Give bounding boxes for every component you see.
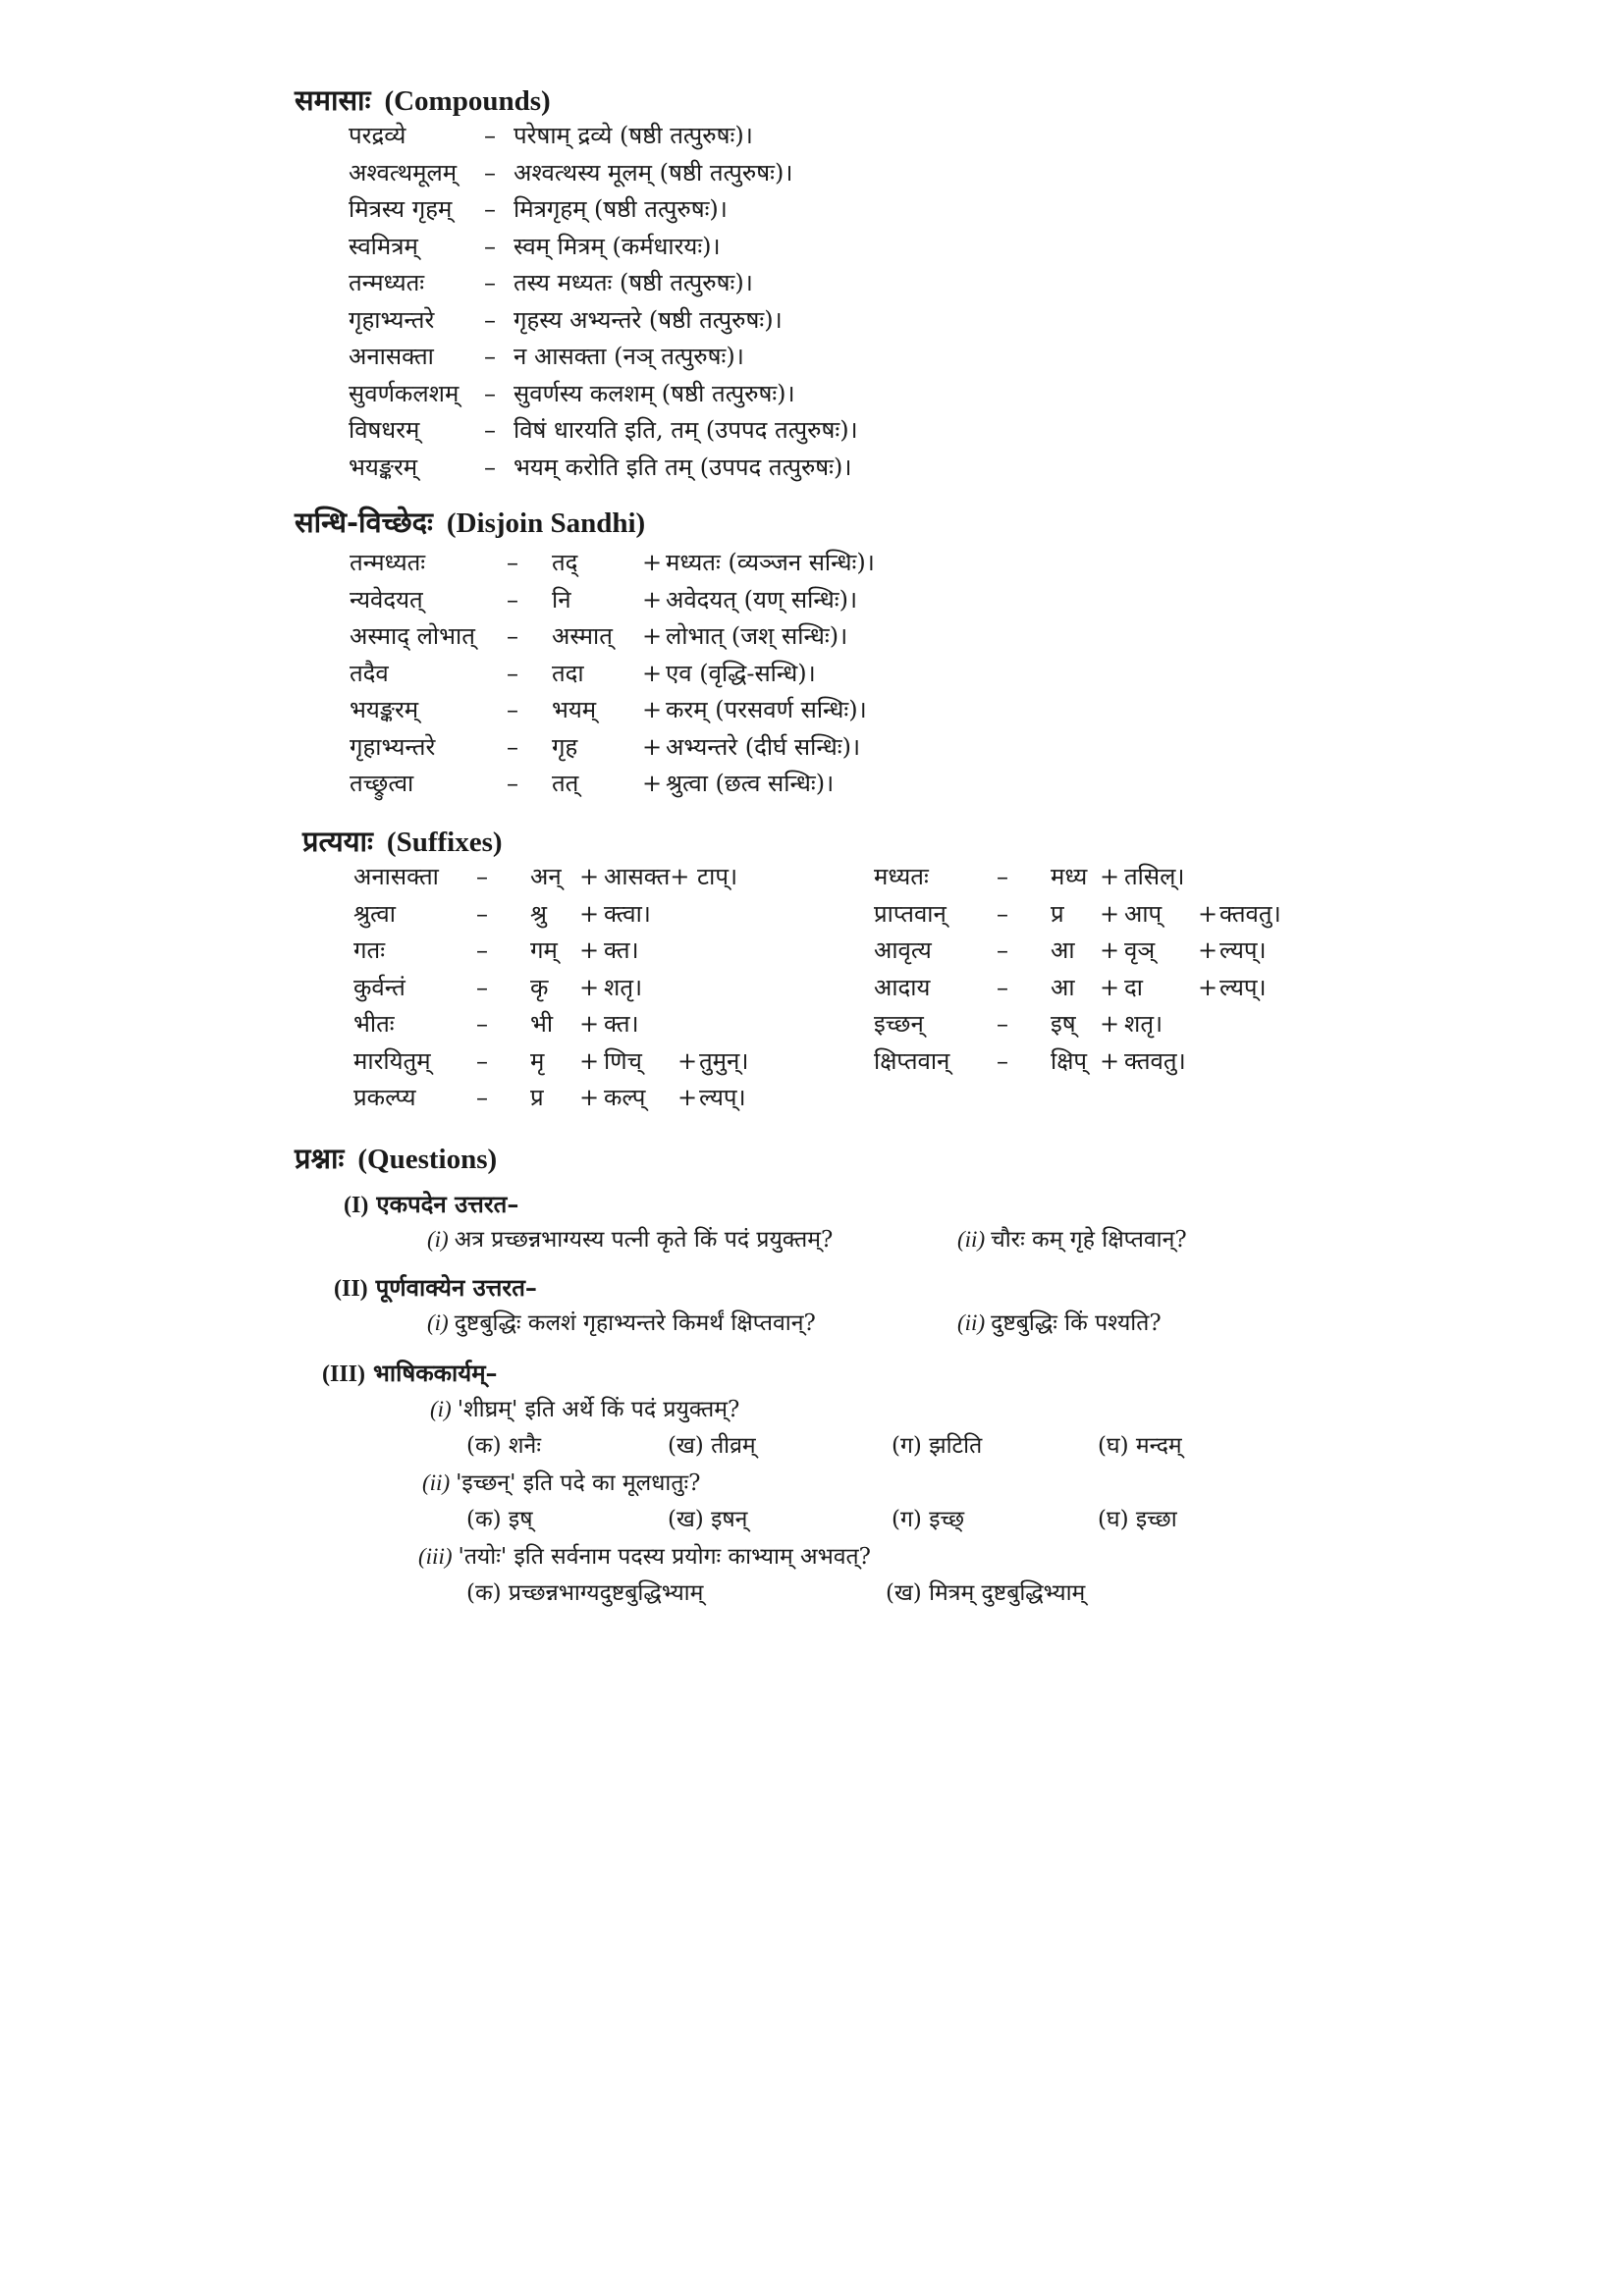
plus: + bbox=[1100, 973, 1120, 1001]
plus: + bbox=[677, 1046, 698, 1075]
plus: + bbox=[677, 1084, 698, 1111]
question-mark: (i) bbox=[430, 1397, 452, 1421]
suffixes-heading bbox=[302, 822, 503, 860]
suffix-part: शतृ। bbox=[1124, 1010, 1163, 1038]
sandhi-part-2: अवेदयत् (यण् सन्धिः)। bbox=[666, 585, 858, 614]
dash: – bbox=[484, 305, 496, 334]
suffix-root: आ bbox=[1051, 973, 1075, 1001]
question-set-2-heading bbox=[334, 1271, 537, 1304]
plus: + bbox=[579, 1046, 600, 1075]
compound-term: स्वमित्रम् bbox=[349, 232, 418, 260]
plus: + bbox=[1100, 936, 1120, 964]
questions-heading bbox=[295, 1139, 497, 1177]
suffix-term: क्षिप्तवान् bbox=[874, 1046, 950, 1075]
option-3-1-a: (क) शनैः bbox=[466, 1433, 541, 1459]
option-3-3-a: (क) प्रच्छन्नभाग्यदुष्टबुद्धिभ्याम् bbox=[466, 1580, 704, 1606]
suffix-term: अनासक्ता bbox=[353, 863, 439, 890]
suffix-root: मृ bbox=[530, 1046, 545, 1075]
suffix-term: प्राप्तवान् bbox=[874, 899, 947, 928]
option-3-2-b: (ख) इषन् bbox=[668, 1507, 748, 1532]
question-mark: (ii) bbox=[957, 1310, 986, 1335]
dash: – bbox=[476, 863, 488, 890]
suffix-part: आप् bbox=[1124, 899, 1163, 928]
sandhi-term: भयङ्करम् bbox=[350, 696, 419, 723]
question-2-2 bbox=[957, 1306, 1162, 1337]
plus: + bbox=[579, 973, 600, 1001]
question-set-3-title: भाषिककार्यम्– bbox=[373, 1359, 498, 1387]
plus: + bbox=[642, 622, 663, 650]
compounds-heading-en: (Compounds) bbox=[384, 85, 551, 117]
question-text: अत्र प्रच्छन्नभाग्यस्य पत्नी कृते किं पदं प्रयुक्तम्? bbox=[454, 1227, 834, 1253]
question-text: चौरः कम् गृहे क्षिप्तवान्? bbox=[991, 1227, 1187, 1253]
question-mark: (i) bbox=[427, 1310, 449, 1335]
sandhi-part-2: करम् (परसवर्ण सन्धिः)। bbox=[666, 696, 867, 723]
suffix-root: प्र bbox=[530, 1084, 544, 1111]
suffix-part-2: तुमुन्। bbox=[699, 1046, 749, 1075]
question-mark: (iii) bbox=[418, 1544, 453, 1569]
option-3-2-c: (ग) इच्छ् bbox=[892, 1507, 965, 1532]
suffix-term: भीतः bbox=[353, 1010, 395, 1038]
dash: – bbox=[997, 1046, 1008, 1075]
sandhi-term: तच्छ्रुत्वा bbox=[350, 770, 414, 797]
sandhi-part-2: अभ्यन्तरे (दीर्घ सन्धिः)। bbox=[666, 732, 861, 761]
plus: + bbox=[1100, 1010, 1120, 1038]
sandhi-part-2: एव (वृद्धि-सन्धि)। bbox=[666, 659, 816, 687]
suffix-part: आसक्त+ टाप्। bbox=[604, 863, 738, 890]
suffix-part: दा bbox=[1124, 973, 1143, 1001]
plus: + bbox=[642, 732, 663, 761]
dash: – bbox=[484, 379, 496, 407]
compound-term: अनासक्ता bbox=[349, 343, 434, 370]
suffix-part-2: क्तवतु। bbox=[1219, 899, 1281, 928]
dash: – bbox=[507, 585, 518, 614]
sandhi-term: गृहाभ्यन्तरे bbox=[350, 732, 436, 761]
option-3-3-b: (ख) मित्रम् दुष्टबुद्धिभ्याम् bbox=[886, 1580, 1086, 1606]
suffix-root: भी bbox=[530, 1010, 554, 1038]
compound-term: भयङ्करम् bbox=[349, 453, 418, 481]
dash: – bbox=[484, 269, 496, 296]
plus: + bbox=[642, 549, 663, 576]
question-text: दुष्टबुद्धिः किं पश्यति? bbox=[991, 1310, 1162, 1336]
plus: + bbox=[579, 1084, 600, 1111]
compound-term: अश्वत्थमूलम् bbox=[349, 158, 458, 187]
suffix-part: वृञ् bbox=[1124, 936, 1156, 964]
question-text: दुष्टबुद्धिः कलशं गृहाभ्यन्तरे किमर्थं क्षिप्तवान्? bbox=[454, 1310, 816, 1336]
question-text: 'इच्छन्' इति पदे का मूलधातुः? bbox=[456, 1470, 701, 1496]
plus: + bbox=[579, 899, 600, 928]
plus: + bbox=[1198, 936, 1218, 964]
compound-term: विषधरम् bbox=[349, 416, 420, 444]
plus: + bbox=[642, 585, 663, 614]
dash: – bbox=[476, 973, 488, 1001]
question-mark: (ii) bbox=[422, 1470, 451, 1495]
suffix-root: इष् bbox=[1051, 1010, 1076, 1038]
suffix-part-2: ल्यप्। bbox=[1219, 936, 1267, 964]
suffix-part: शतृ। bbox=[604, 973, 643, 1001]
question-3-2 bbox=[422, 1466, 700, 1497]
sandhi-part-2: मध्यतः (व्यञ्जन सन्धिः)। bbox=[666, 549, 875, 576]
dash: – bbox=[476, 1046, 488, 1075]
suffix-root: क्षिप् bbox=[1051, 1046, 1088, 1075]
plus: + bbox=[642, 696, 663, 723]
option-3-1-d: (घ) मन्दम् bbox=[1098, 1433, 1182, 1459]
dash: – bbox=[476, 1084, 488, 1111]
suffix-term: आदाय bbox=[874, 973, 931, 1001]
sandhi-term: तदैव bbox=[350, 659, 389, 687]
compound-term: सुवर्णकलशम् bbox=[349, 379, 460, 407]
question-2-1 bbox=[427, 1306, 816, 1337]
compound-explanation: परेषाम् द्रव्ये (षष्ठी तत्पुरुषः)। bbox=[514, 122, 753, 149]
question-set-2-title: पूर्णवाक्येन उत्तरत– bbox=[375, 1273, 537, 1302]
dash: – bbox=[997, 936, 1008, 964]
compound-term: गृहाभ्यन्तरे bbox=[349, 305, 435, 334]
compound-explanation: भयम् करोति इति तम् (उपपद तत्पुरुषः)। bbox=[514, 453, 852, 481]
suffix-part: क्त। bbox=[604, 1010, 639, 1038]
option-3-1-b: (ख) तीव्रम् bbox=[668, 1433, 756, 1459]
suffix-part: णिच् bbox=[604, 1046, 642, 1075]
suffix-root: गम् bbox=[530, 936, 558, 964]
suffix-part: क्त्वा। bbox=[604, 899, 651, 928]
dash: – bbox=[507, 659, 518, 687]
question-set-3-number: (III) bbox=[322, 1362, 366, 1387]
dash: – bbox=[476, 899, 488, 928]
sandhi-heading-en: (Disjoin Sandhi) bbox=[446, 507, 646, 539]
sandhi-part-1: तद् bbox=[552, 549, 578, 576]
question-3-1 bbox=[430, 1392, 739, 1423]
sandhi-part-2: श्रुत्वा (छत्व सन्धिः)। bbox=[666, 770, 835, 797]
compound-term: परद्रव्ये bbox=[349, 122, 406, 149]
suffix-term: आवृत्य bbox=[874, 936, 932, 964]
question-1-1 bbox=[427, 1222, 833, 1254]
compound-explanation: गृहस्य अभ्यन्तरे (षष्ठी तत्पुरुषः)। bbox=[514, 305, 783, 334]
suffix-part: तसिल्। bbox=[1124, 863, 1185, 890]
suffix-term: मारयितुम् bbox=[353, 1046, 431, 1075]
suffix-root: मध्य bbox=[1051, 863, 1088, 890]
question-3-3 bbox=[418, 1539, 871, 1571]
dash: – bbox=[484, 232, 496, 260]
dash: – bbox=[997, 899, 1008, 928]
question-set-1-heading bbox=[344, 1188, 518, 1220]
plus: + bbox=[1100, 899, 1120, 928]
suffix-root: प्र bbox=[1051, 899, 1064, 928]
dash: – bbox=[507, 549, 518, 576]
questions-heading-en: (Questions) bbox=[357, 1144, 498, 1175]
suffix-term: कुर्वन्तं bbox=[353, 973, 406, 1001]
dash: – bbox=[484, 122, 496, 149]
compound-explanation: न आसक्ता (नञ् तत्पुरुषः)। bbox=[514, 343, 744, 370]
question-mark: (i) bbox=[427, 1227, 449, 1252]
question-mark: (ii) bbox=[957, 1227, 986, 1252]
plus: + bbox=[579, 863, 600, 890]
sandhi-term: अस्माद् लोभात् bbox=[350, 622, 475, 650]
plus: + bbox=[642, 770, 663, 797]
suffix-part-2: ल्यप्। bbox=[1219, 973, 1267, 1001]
dash: – bbox=[484, 453, 496, 481]
compound-explanation: विषं धारयति इति, तम् (उपपद तत्पुरुषः)। bbox=[514, 416, 858, 444]
sandhi-part-1: अस्मात् bbox=[552, 622, 613, 650]
dash: – bbox=[507, 622, 518, 650]
dash: – bbox=[997, 863, 1008, 890]
plus: + bbox=[1198, 973, 1218, 1001]
question-set-1-number: (I) bbox=[344, 1193, 369, 1218]
sandhi-part-1: भयम् bbox=[552, 696, 597, 723]
suffix-part: क्त। bbox=[604, 936, 639, 964]
dash: – bbox=[507, 696, 518, 723]
question-set-2-number: (II) bbox=[334, 1276, 368, 1302]
question-1-2 bbox=[957, 1222, 1187, 1254]
question-set-3-heading bbox=[322, 1357, 498, 1389]
suffix-term: श्रुत्वा bbox=[353, 899, 396, 928]
plus: + bbox=[1100, 863, 1120, 890]
sandhi-part-1: तदा bbox=[552, 659, 584, 687]
suffix-root: अन् bbox=[530, 863, 562, 890]
option-3-2-a: (क) इष् bbox=[466, 1507, 533, 1532]
sandhi-term: तन्मध्यतः bbox=[350, 549, 426, 576]
sandhi-part-1: नि bbox=[552, 585, 571, 614]
questions-heading-hi: प्रश्नाः bbox=[295, 1142, 345, 1175]
dash: – bbox=[997, 973, 1008, 1001]
sandhi-heading-hi: सन्धि-विच्छेदः bbox=[295, 506, 433, 539]
suffix-root: कृ bbox=[530, 973, 549, 1001]
compound-term: तन्मध्यतः bbox=[349, 269, 425, 296]
dash: – bbox=[476, 1010, 488, 1038]
question-text: 'तयोः' इति सर्वनाम पदस्य प्रयोगः काभ्याम् अभवत्? bbox=[458, 1544, 871, 1570]
dash: – bbox=[997, 1010, 1008, 1038]
compounds-heading-hi: समासाः bbox=[295, 83, 371, 117]
suffixes-heading-en: (Suffixes) bbox=[386, 827, 503, 858]
plus: + bbox=[579, 1010, 600, 1038]
suffix-term: गतः bbox=[353, 936, 386, 964]
suffix-term: प्रकल्प्य bbox=[353, 1084, 416, 1111]
dash: – bbox=[484, 195, 496, 223]
suffix-part: क्तवतु। bbox=[1124, 1046, 1186, 1075]
suffix-term: मध्यतः bbox=[874, 863, 929, 890]
compound-term: मित्रस्य गृहम् bbox=[349, 195, 453, 223]
suffix-part: कल्प् bbox=[604, 1084, 646, 1111]
question-set-1-title: एकपदेन उत्तरत– bbox=[376, 1190, 519, 1218]
suffix-term: इच्छन् bbox=[874, 1010, 924, 1038]
dash: – bbox=[484, 158, 496, 187]
sandhi-part-1: तत् bbox=[552, 770, 579, 797]
dash: – bbox=[507, 732, 518, 761]
question-text: 'शीघ्रम्' इति अर्थे किं पदं प्रयुक्तम्? bbox=[457, 1397, 740, 1422]
suffix-root: आ bbox=[1051, 936, 1075, 964]
plus: + bbox=[579, 936, 600, 964]
sandhi-term: न्यवेदयत् bbox=[350, 585, 423, 614]
dash: – bbox=[476, 936, 488, 964]
compound-explanation: स्वम् मित्रम् (कर्मधारयः)। bbox=[514, 232, 721, 260]
compound-explanation: तस्य मध्यतः (षष्ठी तत्पुरुषः)। bbox=[514, 269, 753, 296]
plus: + bbox=[1198, 899, 1218, 928]
compound-explanation: अश्वत्थस्य मूलम् (षष्ठी तत्पुरुषः)। bbox=[514, 158, 793, 187]
dash: – bbox=[484, 343, 496, 370]
compound-explanation: सुवर्णस्य कलशम् (षष्ठी तत्पुरुषः)। bbox=[514, 379, 795, 407]
suffix-root: श्रु bbox=[530, 899, 547, 928]
dash: – bbox=[484, 416, 496, 444]
option-3-2-d: (घ) इच्छा bbox=[1098, 1507, 1177, 1532]
compounds-heading bbox=[295, 80, 551, 119]
compound-explanation: मित्रगृहम् (षष्ठी तत्पुरुषः)। bbox=[514, 195, 728, 223]
suffixes-heading-hi: प्रत्ययाः bbox=[302, 825, 373, 858]
option-3-1-c: (ग) झटिति bbox=[892, 1433, 983, 1459]
plus: + bbox=[1100, 1046, 1120, 1075]
sandhi-part-2: लोभात् (जश् सन्धिः)। bbox=[666, 622, 848, 650]
dash: – bbox=[507, 770, 518, 797]
sandhi-part-1: गृह bbox=[552, 732, 578, 761]
plus: + bbox=[642, 659, 663, 687]
suffix-part-2: ल्यप्। bbox=[699, 1084, 746, 1111]
sandhi-heading bbox=[295, 503, 645, 541]
